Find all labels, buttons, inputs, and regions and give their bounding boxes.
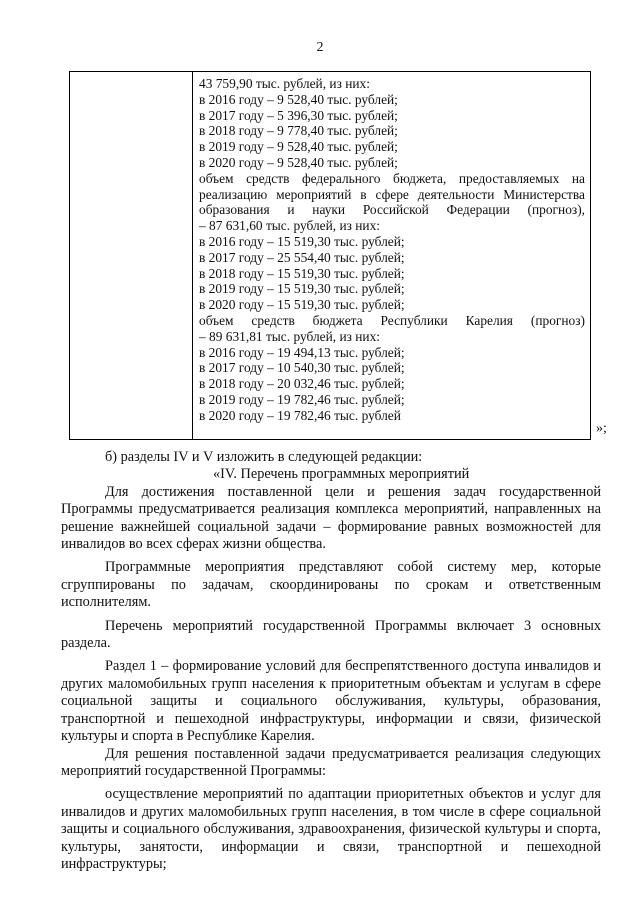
paragraph: осуществление мероприятий по адаптации приоритетных объектов и услуг для инвалидов и других маломобильных групп населения, в том числе в сфере социальной защиты и социального обслуживания, здравоохранения, физической культуры и спорта, культуры, занятости, информации и связи, транспортной и пешеходной инфраструктуры; xyxy=(61,786,601,872)
table-line: объем средств бюджета Республики Карелия (прогноз) xyxy=(199,312,585,328)
table-line: в 2019 году – 9 528,40 тыс. рублей; xyxy=(199,139,398,155)
table-line: образования и науки Российской Федерации (прогноз), xyxy=(199,202,585,218)
funding-cell xyxy=(199,76,585,424)
paragraph: Для решения поставленной задачи предусматривается реализация следующих мероприятий государственной Программы: xyxy=(61,745,601,779)
document-body xyxy=(61,449,601,873)
section-title: «IV. Перечень программных мероприятий xyxy=(213,466,470,483)
paragraph: Для достижения поставленной цели и решения задач государственной Программы предусматривается реализация комплекса мероприятий, направленных на решение важнейшей социальной задачи – формирование равных возможностей для инвалидов во всех сферах жизни общества. xyxy=(61,483,601,553)
table-line: – 87 631,60 тыс. рублей, из них: xyxy=(199,218,380,234)
table-line: в 2017 году – 25 554,40 тыс. рублей; xyxy=(199,249,405,265)
table-line: в 2016 году – 9 528,40 тыс. рублей; xyxy=(199,91,398,107)
table-line: в 2020 году – 15 519,30 тыс. рублей; xyxy=(199,297,405,313)
table-line: в 2018 году – 15 519,30 тыс. рублей; xyxy=(199,265,405,281)
amendment-intro: б) разделы IV и V изложить в следующей редакции: xyxy=(105,449,423,465)
table-line: в 2016 году – 15 519,30 тыс. рублей; xyxy=(199,233,405,249)
table-line: в 2017 году – 5 396,30 тыс. рублей; xyxy=(199,107,398,123)
table-line: объем средств федерального бюджета, предоставляемых на xyxy=(199,170,585,186)
table-column-divider xyxy=(192,72,193,439)
table-closing-quote: »; xyxy=(596,421,607,436)
table-line: – 89 631,81 тыс. рублей, из них: xyxy=(199,328,380,344)
table-line: в 2019 году – 19 782,46 тыс. рублей; xyxy=(199,391,405,407)
table-line: 43 759,90 тыс. рублей, из них: xyxy=(199,76,370,91)
page-number: 2 xyxy=(316,40,324,55)
table-line: в 2020 году – 19 782,46 тыс. рублей xyxy=(199,407,401,423)
paragraph: Перечень мероприятий государственной Программы включает 3 основных раздела. xyxy=(61,617,601,652)
table-line: в 2020 году – 9 528,40 тыс. рублей; xyxy=(199,154,398,170)
table-line: в 2019 году – 15 519,30 тыс. рублей; xyxy=(199,281,405,297)
paragraph: Раздел 1 – формирование условий для беспрепятственного доступа инвалидов и других маломобильных групп населения к приоритетным объектам и услугам в сфере социальной защиты и социального обслуживания, культуры, образования, транспортной и пешеходной инфраструктуры, информации и связи, физической культуры и спорта в Республике Карелия. xyxy=(61,658,601,745)
paragraph: Программные мероприятия представляют собой систему мер, которые сгруппированы по задачам, скоординированы по срокам и ответственным исполнителям. xyxy=(61,559,601,611)
table-line: в 2016 году – 19 494,13 тыс. рублей; xyxy=(199,344,405,360)
table-line: в 2018 году – 9 778,40 тыс. рублей; xyxy=(199,123,398,139)
table-line: в 2017 году – 10 540,30 тыс. рублей; xyxy=(199,360,405,376)
funding-table xyxy=(69,71,591,440)
table-line: в 2018 году – 20 032,46 тыс. рублей; xyxy=(199,376,405,392)
table-line: реализацию мероприятий в сфере деятельности Министерства xyxy=(199,186,585,202)
